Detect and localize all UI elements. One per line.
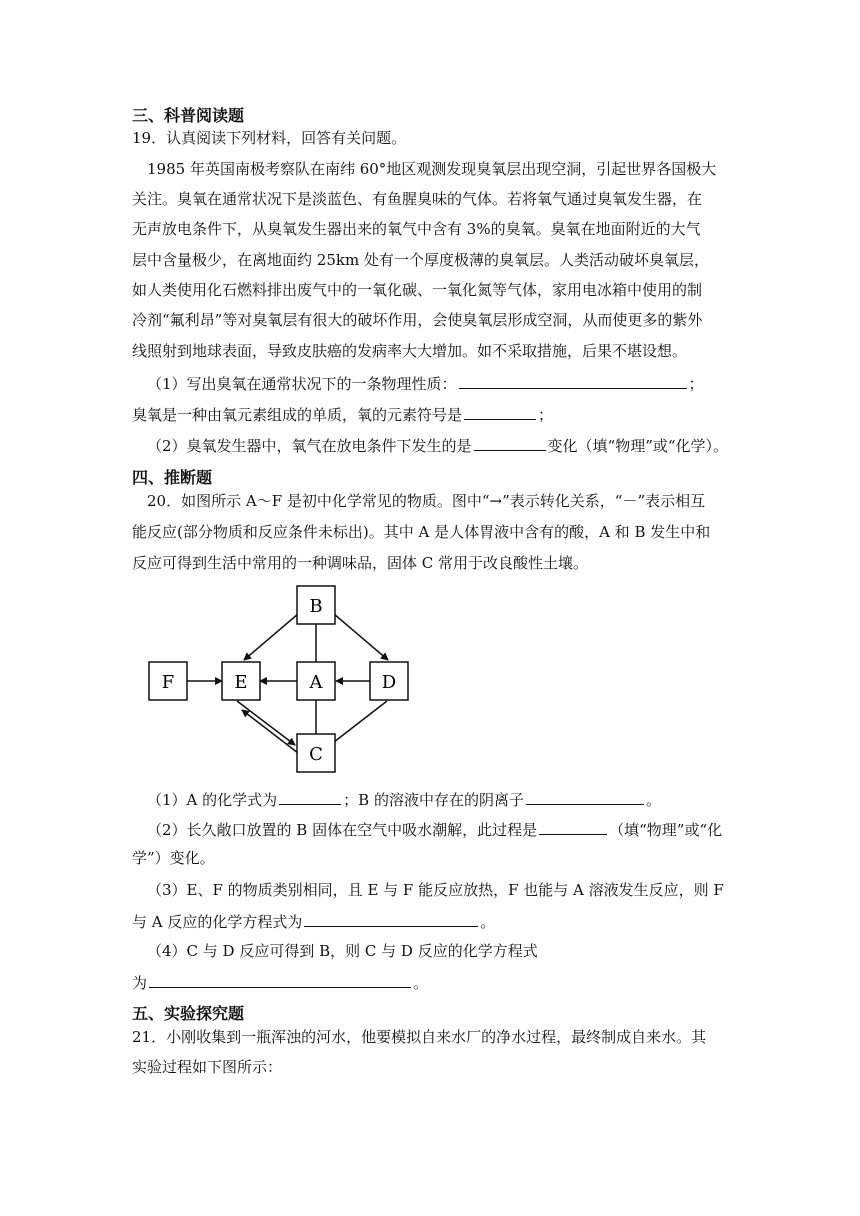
label-a: A <box>309 672 323 693</box>
box-a <box>297 662 335 700</box>
subquestion-text: ； <box>538 406 554 424</box>
box-b <box>297 586 335 624</box>
answer-blank[interactable] <box>539 818 607 835</box>
subquestion-3-cont <box>132 910 495 932</box>
answer-blank[interactable] <box>526 788 644 805</box>
connector-c-d <box>334 701 387 742</box>
label-e: E <box>234 672 248 693</box>
answer-blank[interactable] <box>474 434 546 451</box>
subquestion-text: 与 A 反应的化学方程式为 <box>132 913 303 931</box>
subquestion-3: （3）E、F 的物质类别相同，且 E 与 F 能反应放热，F 也能与 A 溶液发生反应，则 F <box>147 881 724 899</box>
subquestion-1 <box>147 788 661 810</box>
answer-blank[interactable] <box>304 910 478 927</box>
subquestion-text: （1）写出臭氧在通常状况下的一条物理性质： <box>147 375 457 393</box>
arrow-e-to-c <box>237 701 295 745</box>
answer-blank[interactable] <box>459 372 687 389</box>
subquestion-2-cont: 学”）变化。 <box>132 849 215 867</box>
subquestion-text: （2）长久敞口放置的 B 固体在空气中吸水潮解，此过程是 <box>147 821 538 839</box>
passage-line: 关注。臭氧在通常状况下是淡蓝色、有鱼腥臭味的气体。若将氧气通过臭氧发生器，在 <box>132 190 703 208</box>
subquestion-text: （1）A 的化学式为 <box>147 791 278 809</box>
subquestion-text: 为 <box>132 974 148 992</box>
subquestion-text: （填“物理”或“化 <box>609 821 723 839</box>
subquestion-2 <box>147 434 728 456</box>
subquestion-text: 。 <box>480 913 496 931</box>
question-intro: 19．认真阅读下列材料，回答有关问题。 <box>132 129 407 147</box>
label-c: C <box>309 744 323 765</box>
subquestion-text: （2）臭氧发生器中，氧气在放电条件下发生的是 <box>147 437 472 455</box>
box-c <box>297 734 335 772</box>
section-heading: 四、推断题 <box>132 468 213 487</box>
arrow-b-to-d <box>334 614 388 660</box>
subquestion-text: 。 <box>413 974 429 992</box>
arrow-b-to-e <box>244 614 298 660</box>
passage-line: 冷剂“氟利昂”等对臭氧层有很大的破坏作用，会使臭氧层形成空洞，从而使更多的紫外 <box>132 311 703 329</box>
subquestion-text: ； <box>688 375 704 393</box>
label-f: F <box>161 672 175 693</box>
subquestion-text: 臭氧是一种由氧元素组成的单质，氧的元素符号是 <box>132 406 463 424</box>
subquestion-text: 。 <box>645 791 661 809</box>
subquestion-1 <box>147 372 704 394</box>
subquestion-text: ；B 的溶液中存在的阴离子 <box>343 791 524 809</box>
passage-line: 线照射到地球表面，导致皮肤癌的发病率大大增加。如不采取措施，后果不堪设想。 <box>132 342 688 360</box>
answer-blank[interactable] <box>464 403 536 420</box>
answer-blank[interactable] <box>149 971 411 988</box>
question-intro: 能反应(部分物质和反应条件未标出)。其中 A 是人体胃液中含有的酸，A 和 B 发生中和 <box>132 523 711 541</box>
section-heading: 三、科普阅读题 <box>132 106 245 125</box>
subquestion-1b <box>132 403 553 425</box>
label-b: B <box>309 596 323 617</box>
box-d <box>370 662 408 700</box>
arrow-c-to-e <box>242 710 298 753</box>
passage-line: 无声放电条件下，从臭氧发生器出来的氧气中含有 3%的臭氧。臭氧在地面附近的大气 <box>132 220 701 238</box>
passage-line: 层中含量极少，在离地面约 25km 处有一个厚度极薄的臭氧层。人类活动破坏臭氧层， <box>132 251 709 269</box>
answer-blank[interactable] <box>279 788 341 805</box>
subquestion-2 <box>147 818 722 840</box>
subquestion-4: （4）C 与 D 反应可得到 B，则 C 与 D 反应的化学方程式 <box>147 942 538 960</box>
passage-line: 如人类使用化石燃料排出废气中的一氧化碳、一氧化氮等气体，家用电冰箱中使用的制 <box>132 281 703 299</box>
subquestion-text: 变化（填“物理”或“化学）。 <box>547 437 729 455</box>
reaction-diagram <box>140 582 420 782</box>
box-f <box>149 662 187 700</box>
question-intro: 反应可得到生活中常用的一种调味品，固体 C 常用于改良酸性土壤。 <box>132 554 589 572</box>
question-intro: 20．如图所示 A～F 是初中化学常见的物质。图中“→”表示转化关系，“－”表示相互 <box>147 492 706 510</box>
subquestion-4-cont <box>132 971 428 993</box>
question-intro: 21．小刚收集到一瓶浑浊的河水，他要模拟自来水厂的净水过程，最终制成自来水。其 <box>132 1028 707 1046</box>
section-heading: 五、实验探究题 <box>132 1004 245 1023</box>
question-intro: 实验过程如下图所示： <box>132 1058 283 1076</box>
label-d: D <box>381 672 397 693</box>
box-e <box>222 662 260 700</box>
passage-line: 1985 年英国南极考察队在南纬 60°地区观测发现臭氧层出现空洞，引起世界各国极大 <box>147 160 717 178</box>
